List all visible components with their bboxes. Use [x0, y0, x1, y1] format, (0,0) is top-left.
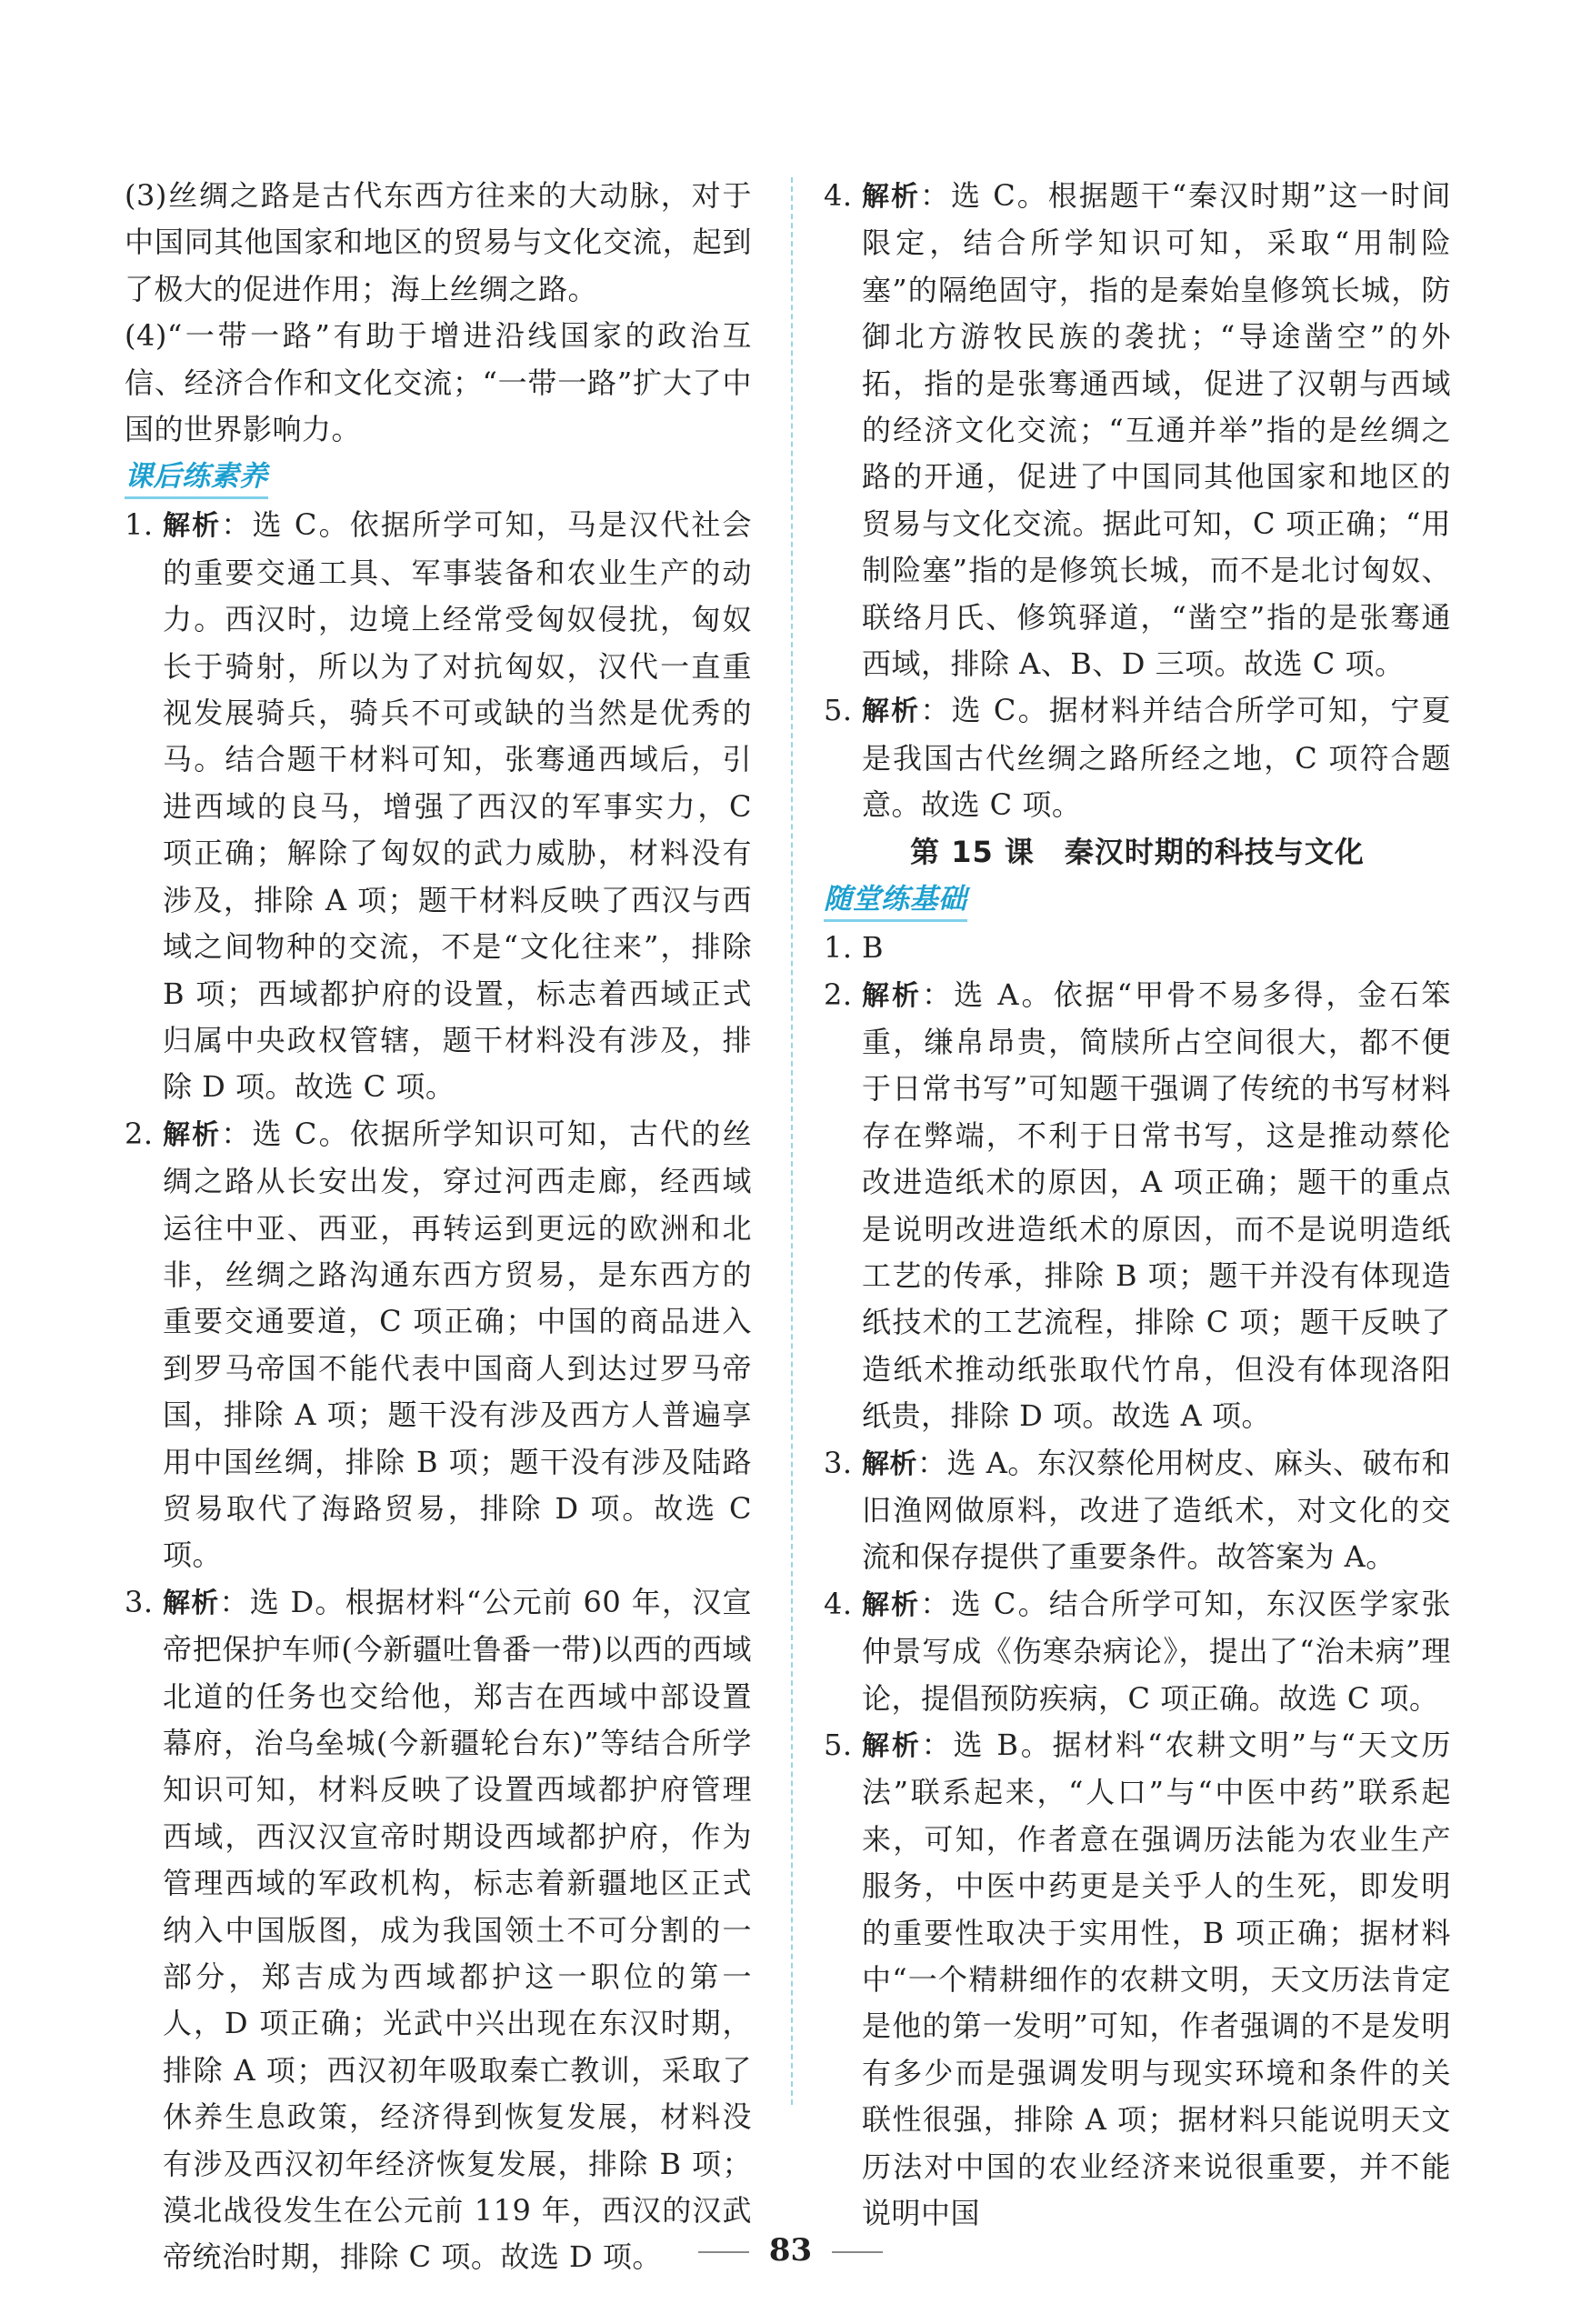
- item-number: 2.: [824, 977, 853, 1012]
- analysis-label: 解析: [862, 1588, 921, 1621]
- analysis-label: 解析: [163, 1587, 220, 1619]
- footer-dash-right: [832, 2251, 883, 2253]
- analysis-text: ：选 C。根据题干“秦汉时期”这一时间限定，结合所学知识可知，采取“用制险塞”的隔绝固守，指的是秦始皇修筑长城，防御北方游牧民族的袭扰；“导途凿空”的外拓，指的是张骞通西域，促进了汉朝与西域的经济文化交流；“互通并举”指的是丝绸之路的开通，促进了中国同其他国家和地区的贸易与文化交流。据此可知，C 项正确；“用制险塞”指的是修筑长城，而不是北讨匈奴、联络月氏、修筑驿道，“凿空”指的是张骞通西域，排除 A、B、D 三项。故选 C 项。: [862, 178, 1451, 682]
- section-heading-in-class: 随堂练基础: [824, 879, 967, 922]
- answer-text: B: [862, 930, 885, 966]
- item-number: 2.: [125, 1116, 154, 1151]
- answer-paragraph-3: (3)丝绸之路是古代东西方往来的大动脉，对于中国同其他国家和地区的贸易与文化交流，起到了极大的促进作用；海上丝绸之路。: [125, 178, 752, 306]
- item-number: 5.: [824, 1728, 853, 1762]
- analysis-text: ：选 A。依据“甲骨不易多得，金石笨重，缣帛昂贵，简牍所占空间很大，都不便于日常书写”可知题干强调了传统的书写材料存在弊端，不利于日常书写，这是推动蔡伦改进造纸术的原因，A 项正确；题干的重点是说明改进造纸术的原因，而不是说明造纸工艺的传承，排除 B 项；题干并没有体现造纸技术的工艺流程，排除 C 项；题干反映了造纸术推动纸张取代竹帛，但没有体现洛阳纸贵，排除 D 项。故选 A 项。: [862, 977, 1451, 1434]
- answer-item-b5: [824, 1722, 1451, 2237]
- answer-item-b1: [824, 925, 1451, 971]
- item-number: 1.: [125, 507, 154, 543]
- right-column: [824, 173, 1451, 2237]
- analysis-text: ：选 B。据材料“农耕文明”与“天文历法”联系起来，“人口”与“中医中药”联系起来，可知，作者意在强调历法能为农业生产服务，中医中药更是关乎人的生死，即发明的重要性取决于实用性，B 项正确；据材料中“一个精耕细作的农耕文明，天文历法肯定是他的第一发明”可知，作者强调的不是发明有多少而是强调发明与现实环境和条件的关联性很强，排除 A 项；据材料只能说明天文历法对中国的农业经济来说很重要，并不能说明中国: [862, 1728, 1451, 2231]
- answer-paragraph-4: (4)“一带一路”有助于增进沿线国家的政治互信、经济合作和文化交流；“一带一路”扩大了中国的世界影响力。: [125, 318, 752, 447]
- footer-dash-left: [698, 2251, 749, 2253]
- column-divider: [791, 177, 793, 2105]
- answer-item-b2: [824, 972, 1451, 1440]
- item-number: 3.: [824, 1445, 853, 1480]
- lesson-title: 第 15 课 秦汉时期的科技与文化: [910, 834, 1365, 869]
- analysis-label: 解析: [862, 1447, 918, 1480]
- analysis-text: ：选 C。依据所学可知，马是汉代社会的重要交通工具、军事装备和农业生产的动力。西汉时，边境上经常受匈奴侵扰，匈奴长于骑射，所以为了对抗匈奴，汉代一直重视发展骑兵，骑兵不可或缺的当然是优秀的马。结合题干材料可知，张骞通西域后，引进西域的良马，增强了西汉的军事实力，C 项正确；解除了匈奴的武力威胁，材料没有涉及，排除 A 项；题干材料反映了西汉与西域之间物种的交流，不是“文化往来”，排除 B 项；西域都护府的设置，标志着西域正式归属中央政权管辖，题干材料没有涉及，排除 D 项。故选 C 项。: [163, 507, 753, 1105]
- item-number: 4.: [824, 178, 853, 213]
- analysis-text: ：选 D。根据材料“公元前 60 年，汉宣帝把保护车师(今新疆吐鲁番一带)以西的西域北道的任务也交给他，郑吉在西域中部设置幕府，治乌垒城(今新疆轮台东)”等结合所学知识可知，材料反映了设置西域都护府管理西域，西汉汉宣帝时期设西域都护府，作为管理西域的军政机构，标志着新疆地区正式纳入中国版图，成为我国领土不可分割的一部分，郑吉成为西域都护这一职位的第一人，D 项正确；光武中兴出现在东汉时期，排除 A 项；西汉初年吸取秦亡教训，采取了休养生息政策，经济得到恢复发展，材料没有涉及西汉初年经济恢复发展，排除 B 项；漠北战役发生在公元前 119 年，西汉的汉武帝统治时期，排除 C 项。故选 D 项。: [163, 1584, 752, 2275]
- analysis-text: ：选 C。结合所学可知，东汉医学家张仲景写成《伤寒杂病论》，提出了“治未病”理论，提倡预防疾病，C 项正确。故选 C 项。: [862, 1586, 1452, 1716]
- analysis-label: 解析: [862, 979, 923, 1012]
- left-column: [125, 173, 752, 2281]
- answer-item-2: [125, 1111, 752, 1579]
- answer-item-3: [125, 1579, 752, 2281]
- answer-item-5: [824, 687, 1451, 828]
- analysis-label: 解析: [163, 1118, 222, 1151]
- answer-item-4: [824, 173, 1451, 687]
- answer-item-b4: [824, 1581, 1451, 1722]
- page-number: 83: [768, 2232, 813, 2269]
- analysis-text: ：选 A。东汉蔡伦用树皮、麻头、破布和旧渔网做原料，改进了造纸术，对文化的交流和保存提供了重要条件。故答案为 A。: [862, 1445, 1451, 1575]
- analysis-text: ：选 C。依据所学知识可知，古代的丝绸之路从长安出发，穿过河西走廊，经西域运往中亚、西亚，再转运到更远的欧洲和北非，丝绸之路沟通东西方贸易，是东西方的重要交通要道，C 项正确；中国的商品进入到罗马帝国不能代表中国商人到达过罗马帝国，排除 A 项；题干没有涉及西方人普遍享用中国丝绸，排除 B 项；题干没有涉及陆路贸易取代了海路贸易，排除 D 项。故选 C 项。: [163, 1116, 753, 1573]
- analysis-text: ：选 C。据材料并结合所学可知，宁夏是我国古代丝绸之路所经之地，C 项符合题意。故选 C 项。: [862, 693, 1452, 823]
- analysis-label: 解析: [862, 181, 921, 213]
- section-heading-after-class: 课后练素养: [125, 456, 268, 499]
- analysis-label: 解析: [862, 696, 921, 728]
- analysis-label: 解析: [862, 1730, 922, 1762]
- answer-item-b3: [824, 1440, 1451, 1581]
- page-footer: [0, 2232, 1581, 2269]
- answer-item-1: [125, 502, 752, 1110]
- item-number: 4.: [824, 1586, 853, 1621]
- item-number: 5.: [824, 693, 853, 728]
- analysis-label: 解析: [163, 510, 222, 543]
- item-number: 3.: [125, 1584, 154, 1619]
- item-number: 1.: [824, 930, 853, 966]
